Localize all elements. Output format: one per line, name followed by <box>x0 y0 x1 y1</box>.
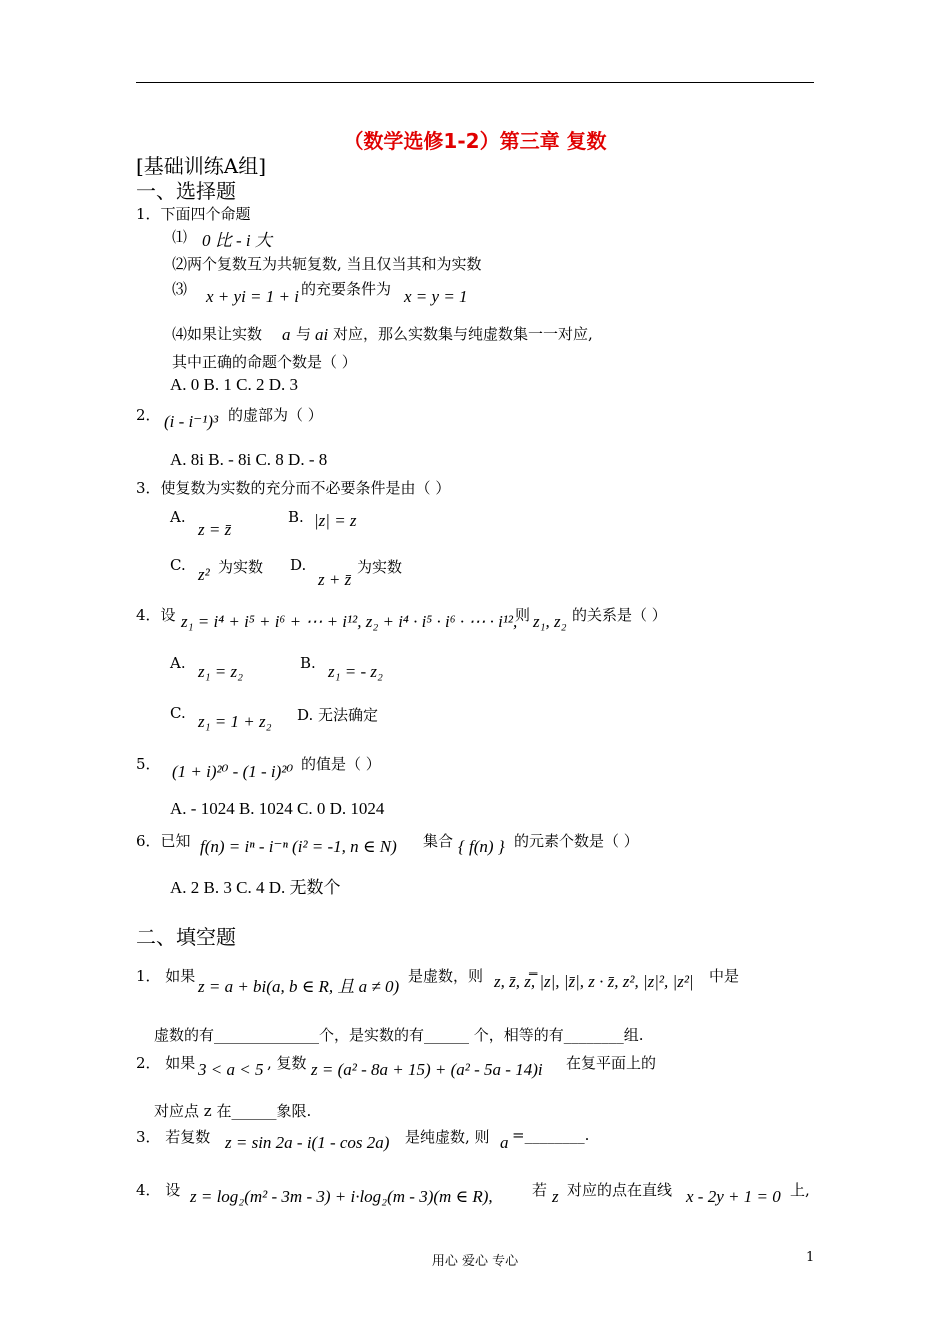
q1-p4-c: 对应，那么实数集与纯虚数集一一对应, <box>333 325 593 343</box>
group-label: [基础训练A组] <box>136 154 267 178</box>
q6-math: f(n) = iⁿ - i⁻ⁿ (i² = -1, n ∈ N) <box>200 837 397 856</box>
f1-text: 是虚数，则 <box>408 967 484 985</box>
q1-p3-num: ⑶ <box>172 280 188 298</box>
f3-math2: a <box>500 1133 509 1152</box>
q3-optD-label: D. <box>290 556 307 574</box>
q3-optB-label: B. <box>288 508 304 526</box>
q1-p4-m1: a <box>282 325 291 344</box>
q3-optD-math: z + z̄ <box>318 570 352 589</box>
f3-math: z = sin 2a - i(1 - cos 2a) <box>225 1133 390 1152</box>
page-number: 1 <box>806 1250 815 1265</box>
q5-num: 5． <box>136 755 161 773</box>
q4-optA-label: A. <box>170 654 186 672</box>
f2-line2: 对应点 z 在______象限. <box>154 1102 312 1120</box>
q4-optA-math: z₁ = z₂ <box>198 662 244 681</box>
section-heading-choice: 一、选择题 <box>136 179 236 203</box>
q1-p1-num: ⑴ <box>172 228 188 246</box>
q1-stem: 1．下面四个命题 <box>136 205 251 223</box>
q3-optA-math: z = z̄ <box>198 520 232 539</box>
q4-then: 则 <box>515 606 531 624</box>
q6-set-math: { f(n) } <box>458 837 505 856</box>
header-rule <box>136 82 814 83</box>
q4-optD: D. 无法确定 <box>297 706 379 724</box>
q3-optB-math: |z| = z <box>314 511 357 530</box>
q6-options: A. 2 B. 3 C. 4 D. 无数个 <box>170 878 341 897</box>
q4-num: 4．设 <box>136 606 176 624</box>
f1-math: z = a + bi(a, b ∈ R, 且 a ≠ 0) <box>198 977 400 996</box>
q4-optC-math: z₁ = 1 + z₂ <box>198 712 272 731</box>
page-footer: 用心 爱心 专心 <box>431 1254 519 1269</box>
f3-num: 3． 若复数 <box>136 1128 211 1146</box>
q1-ask: 其中正确的命题个数是（ ） <box>172 353 357 371</box>
q4-optB-math: z₁ = - z₂ <box>328 662 383 681</box>
section-heading-fill: 二、填空题 <box>136 925 236 949</box>
q5-options: A. - 1024 B. 1024 C. 0 D. 1024 <box>170 799 385 818</box>
f2-text2: 在复平面上的 <box>566 1054 657 1072</box>
q3-stem: 3．使复数为实数的充分而不必要条件是由（ ） <box>136 479 451 497</box>
f1-num: 1． 如果 <box>136 967 196 985</box>
f4-text3: 上, <box>790 1181 810 1199</box>
q3-optA-label: A. <box>170 508 186 526</box>
q6-text: 的元素个数是（ ） <box>514 832 639 850</box>
q6-set-text: 集合 <box>423 832 454 850</box>
q3-optD-text: 为实数 <box>357 558 403 576</box>
q2-num: 2． <box>136 406 161 424</box>
q1-p1-math: 0 比 - i 大 <box>202 231 272 250</box>
f4-math2: z <box>552 1187 559 1206</box>
q2-math: (i - i⁻¹)³ <box>164 412 219 431</box>
q4-optB-label: B. <box>300 654 316 672</box>
f1-line2: 虚数的有______________个，是实数的有______ 个，相等的有________组. <box>154 1026 644 1044</box>
page-title: （数学选修1-2）第三章 复数 <box>343 129 607 153</box>
f2-text: , 复数 <box>267 1054 307 1072</box>
f4-text2: 对应的点在直线 <box>567 1181 673 1199</box>
q4-optC-label: C. <box>170 704 186 722</box>
q3-optC-math: z² <box>198 565 210 584</box>
f3-text2: =________. <box>512 1126 590 1144</box>
q3-optC-label: C. <box>170 556 186 574</box>
f4-math3: x - 2y + 1 = 0 <box>686 1187 781 1206</box>
q5-text: 的值是（ ） <box>301 755 381 773</box>
f4-num: 4． 设 <box>136 1181 181 1199</box>
q3-optC-text: 为实数 <box>218 558 264 576</box>
q1-p4-m2: ai <box>315 325 329 344</box>
q4-vars: z₁, z₂ <box>533 612 567 631</box>
f2-num: 2． 如果 <box>136 1054 196 1072</box>
f1-text2: 中是 <box>709 967 740 985</box>
f3-text: 是纯虚数, 则 <box>405 1128 490 1146</box>
f4-math: z = log₂(m² - 3m - 3) + i·log₂(m - 3)(m ∈ R), <box>190 1187 493 1206</box>
q5-math: (1 + i)²⁰ - (1 - i)²⁰ <box>172 762 294 781</box>
q1-p3-math-a: x + yi = 1 + i <box>206 287 299 306</box>
q4-math: z₁ = i⁴ + i⁵ + i⁶ + ⋯ + i¹², z₂ + i⁴ · i⁵ · i⁶ · ⋯ · i¹², <box>181 612 518 631</box>
f2-math: 3 < a < 5 <box>198 1060 264 1079</box>
f2-math2: z = (a² - 8a + 15) + (a² - 5a - 14)i <box>311 1060 543 1079</box>
q1-p2: ⑵两个复数互为共轭复数, 当且仅当其和为实数 <box>172 255 482 273</box>
q1-p4-a: ⑷如果让实数 <box>172 325 263 343</box>
q4-text: 的关系是（ ） <box>572 606 667 624</box>
q2-options: A. 8i B. - 8i C. 8 D. - 8 <box>170 450 328 469</box>
q1-p3-math-b: x = y = 1 <box>404 287 468 306</box>
f4-text: 若 <box>532 1181 548 1199</box>
f1-math2: z, z̄, z̿, |z|, |z̄|, z · z̄, z², |z|², |z²| <box>494 972 694 991</box>
q2-text: 的虚部为（ ） <box>228 406 323 424</box>
q6-num: 6．已知 <box>136 832 191 850</box>
q1-options: A. 0 B. 1 C. 2 D. 3 <box>170 375 298 394</box>
q1-p3-text: 的充要条件为 <box>301 280 392 298</box>
q1-p4-b: 与 <box>296 325 312 343</box>
